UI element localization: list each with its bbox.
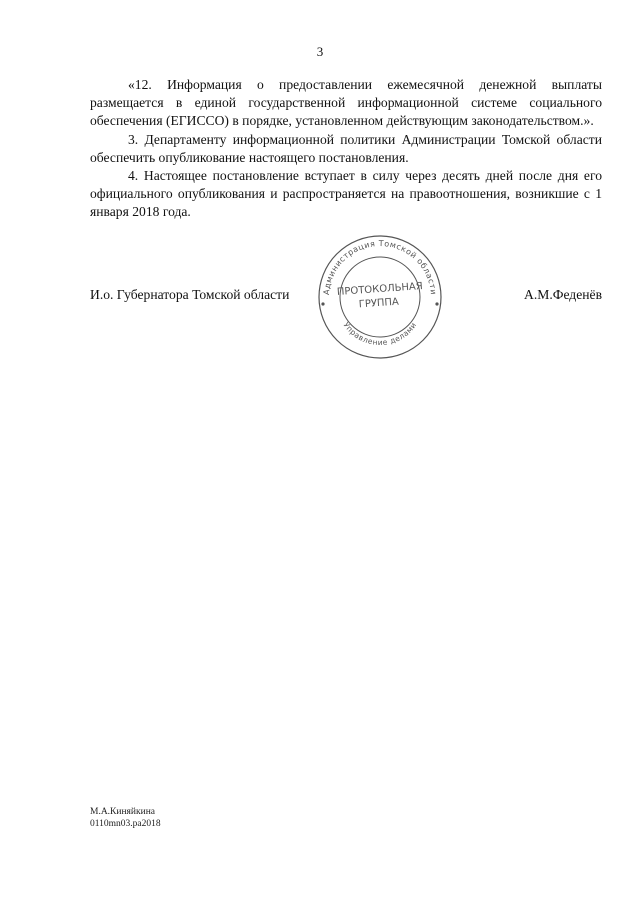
seal-center-line1: ПРОТОКОЛЬНАЯ — [336, 281, 424, 298]
seal-bottom-text: Управление делами — [341, 320, 419, 348]
document-body — [90, 76, 602, 222]
signatory-name: А.М.Феденёв — [524, 287, 602, 302]
paragraph-3: 3. Департаменту информационной политики Администрации Томской области обеспечить опубликование настоящего постановления. — [90, 131, 602, 165]
document-footer — [90, 806, 161, 830]
seal-star-left — [321, 302, 324, 305]
seal-star-right — [435, 302, 438, 305]
author-name: М.А.Киняйкина — [90, 807, 156, 817]
paragraph-4: 4. Настоящее постановление вступает в силу через десять дней после дня его официального опубликования и распространяется на правоотношения, возникшие с 1 января 2018 года. — [90, 168, 602, 220]
seal-ring-text: Администрация Томской области — [321, 238, 439, 296]
signatory-role: И.о. Губернатора Томской области — [90, 287, 290, 302]
seal-center-line2: ГРУППА — [358, 296, 400, 311]
paragraph-12: «12. Информация о предоставлении ежемесячной денежной выплаты размещается в единой государственной информационной системе социального обеспечения (ЕГИССО) в порядке, установленном действующим законодательством.». — [90, 77, 602, 129]
seal-stamp — [315, 232, 445, 362]
page-number: 3 — [316, 44, 324, 59]
document-code: 0110mn03.pa2018 — [90, 819, 161, 829]
